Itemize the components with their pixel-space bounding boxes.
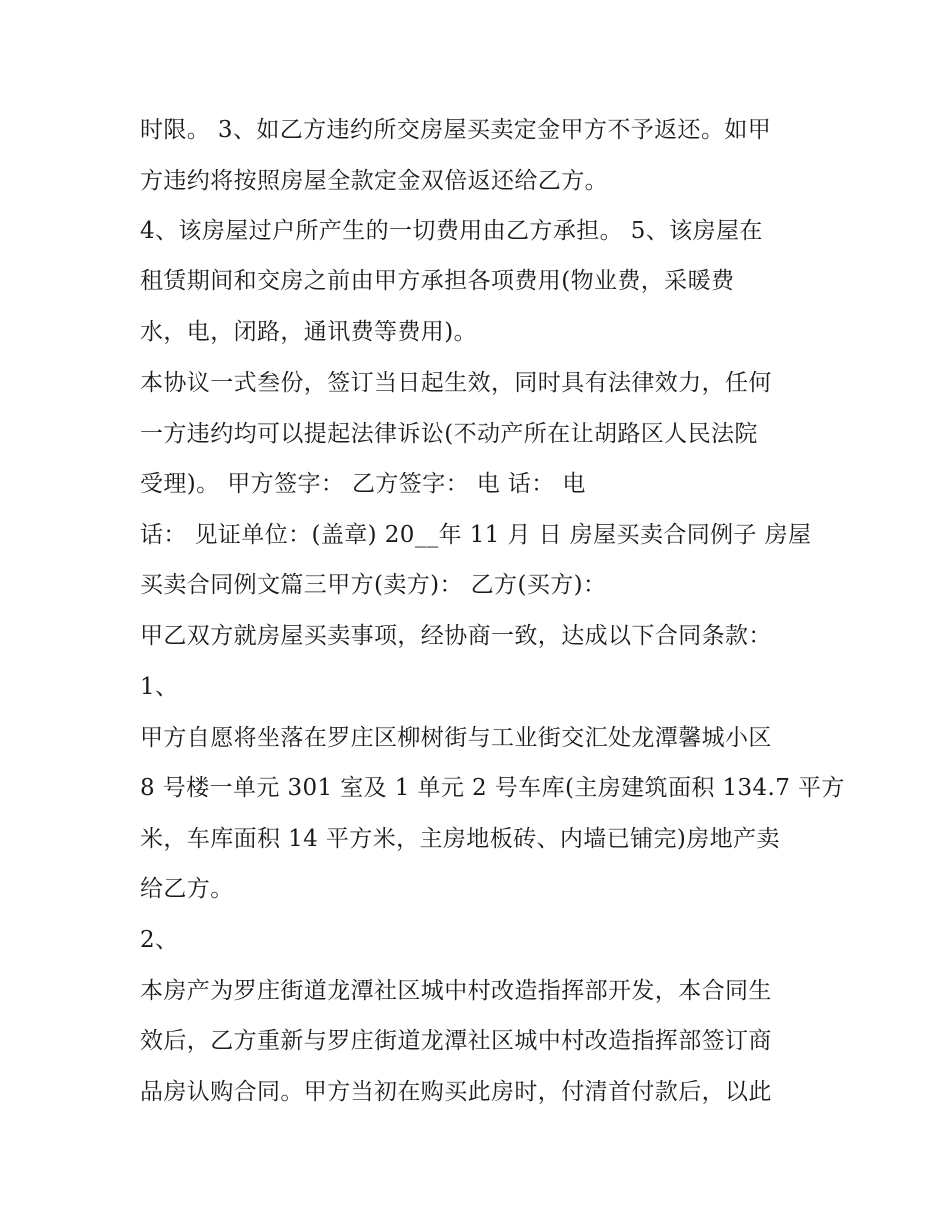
text-line: 受理)。 甲方签字： 乙方签字： 电 话： 电	[140, 471, 586, 497]
text-line: 买卖合同例文篇三甲方(卖方)： 乙方(买方)：	[140, 572, 607, 598]
text-line: 一方违约均可以提起法律诉讼(不动产所在让胡路区人民法院	[140, 421, 758, 447]
text-line: 本房产为罗庄街道龙潭社区城中村改造指挥部开发，本合同生	[140, 978, 772, 1004]
text-line: 话： 见证单位：(盖章) 20__年 11 月 日 房屋买卖合同例子 房屋	[140, 522, 812, 548]
text-line: 米，车库面积 14 平方米，主房地板砖、内墙已铺完)房地产卖	[140, 826, 780, 852]
section-number: 1、	[140, 674, 179, 700]
text-line: 租赁期间和交房之前由甲方承担各项费用(物业费，采暖费	[140, 268, 735, 294]
text-line: 水，电，闭路，通讯费等费用)。	[140, 319, 477, 345]
text-line: 效后，乙方重新与罗庄街道龙潭社区城中村改造指挥部签订商	[140, 1028, 772, 1054]
text-line: 方违约将按照房屋全款定金双倍返还给乙方。	[140, 168, 608, 194]
text-line: 品房认购合同。甲方当初在购买此房时，付清首付款后，以此	[140, 1079, 772, 1105]
text-line: 给乙方。	[140, 876, 234, 902]
text-line: 时限。 3、如乙方违约所交房屋买卖定金甲方不予返还。如甲	[140, 117, 772, 143]
section-number: 2、	[140, 927, 179, 953]
text-line: 本协议一式叁份，签订当日起生效，同时具有法律效力，任何	[140, 370, 772, 396]
text-line: 甲乙双方就房屋买卖事项，经协商一致，达成以下合同条款：	[140, 623, 772, 649]
text-line: 8 号楼一单元 301 室及 1 单元 2 号车库(主房建筑面积 134.7 平方	[140, 775, 845, 801]
text-line: 4、该房屋过户所产生的一切费用由乙方承担。 5、该房屋在	[140, 218, 763, 244]
text-line: 甲方自愿将坐落在罗庄区柳树街与工业街交汇处龙潭馨城小区	[140, 725, 772, 751]
